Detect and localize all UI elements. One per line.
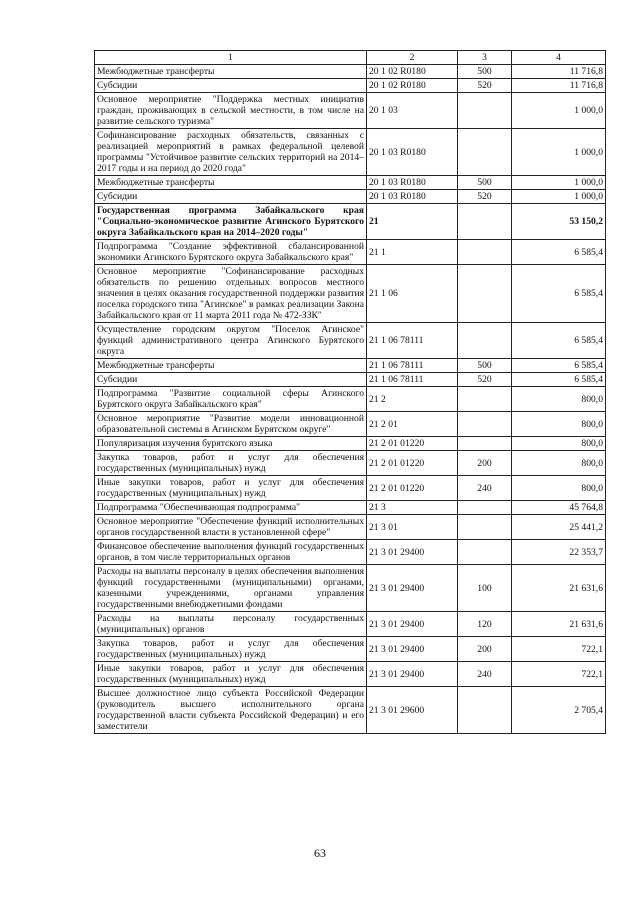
code-cell: 21 2 01 01220 [367,476,458,501]
amount-cell: 800,0 [512,437,606,451]
table-row [95,687,606,734]
name-cell: Закупка товаров, работ и услуг для обеспечения государственных (муниципальных) нужд [95,451,367,476]
name-cell: Субсидии [95,373,367,387]
amount-cell: 1 000,0 [512,176,606,190]
code-cell: 21 3 01 29400 [367,612,458,637]
name-cell: Государственная программа Забайкальского края "Социально-экономическое развитие Агинского Бурятского округа Забайкальского края на 2014–2020 годы" [95,204,367,240]
name-cell: Подпрограмма "Развитие социальной сферы Агинского Бурятского округа Забайкальского края" [95,387,367,412]
code-cell: 21 1 06 [367,265,458,323]
table-row [95,612,606,637]
type-cell: 120 [458,612,512,637]
table-row [95,515,606,540]
name-cell: Межбюджетные трансферты [95,176,367,190]
amount-cell: 1 000,0 [512,93,606,129]
code-cell: 21 2 01 01220 [367,437,458,451]
code-cell: 21 3 01 29400 [367,662,458,687]
type-cell [458,129,512,176]
name-cell: Высшее должностное лицо субъекта Российской Федерации (руководитель высшего исполнительного органа государственной власти субъекта Российской Федерации) и его заместители [95,687,367,734]
table-row [95,637,606,662]
type-cell: 240 [458,662,512,687]
type-cell [458,540,512,565]
amount-cell: 1 000,0 [512,129,606,176]
amount-cell: 6 585,4 [512,373,606,387]
code-cell: 21 3 01 [367,515,458,540]
table-row [95,176,606,190]
amount-cell: 11 716,8 [512,79,606,93]
column-header-4: 4 [512,51,606,65]
code-cell: 21 3 01 29400 [367,540,458,565]
name-cell: Софинансирование расходных обязательств, связанных с реализацией мероприятий в рамках федеральной целевой программы "Устойчивое развитие сельских территорий на 2014–2017 годы и на период до 2020 года" [95,129,367,176]
amount-cell: 11 716,8 [512,65,606,79]
name-cell: Межбюджетные трансферты [95,65,367,79]
name-cell: Субсидии [95,79,367,93]
table-row [95,265,606,323]
table-row [95,240,606,265]
type-cell: 100 [458,565,512,612]
amount-cell: 45 764,8 [512,501,606,515]
type-cell [458,265,512,323]
code-cell: 21 1 06 78111 [367,373,458,387]
type-cell: 500 [458,359,512,373]
name-cell: Подпрограмма "Создание эффективной сбалансированной экономики Агинского Бурятского округа Забайкальского края" [95,240,367,265]
amount-cell: 6 585,4 [512,265,606,323]
type-cell [458,501,512,515]
table-row [95,476,606,501]
code-cell: 20 1 03 R0180 [367,129,458,176]
type-cell [458,687,512,734]
name-cell: Расходы на выплаты персоналу в целях обеспечения выполнения функций государственными (муниципальными) органами, казенными учреждениями, органами управления государственными внебюджетными фондами [95,565,367,612]
table-row [95,204,606,240]
name-cell: Основное мероприятие "Поддержка местных инициатив граждан, проживающих в сельской местности, в том числе на развитие сельского туризма" [95,93,367,129]
amount-cell: 722,1 [512,637,606,662]
amount-cell: 25 441,2 [512,515,606,540]
table-row [95,540,606,565]
code-cell: 21 3 01 29400 [367,637,458,662]
table-row [95,323,606,359]
type-cell: 520 [458,190,512,204]
type-cell [458,515,512,540]
table-row [95,129,606,176]
amount-cell: 21 631,6 [512,565,606,612]
amount-cell: 800,0 [512,387,606,412]
table-row [95,501,606,515]
amount-cell: 21 631,6 [512,612,606,637]
amount-cell: 6 585,4 [512,359,606,373]
code-cell: 21 3 01 29600 [367,687,458,734]
code-cell: 20 1 03 R0180 [367,190,458,204]
type-cell [458,204,512,240]
table-body [95,65,606,734]
type-cell [458,323,512,359]
code-cell: 21 1 [367,240,458,265]
name-cell: Субсидии [95,190,367,204]
type-cell [458,387,512,412]
name-cell: Основное мероприятие "Софинансирование расходных обязательств по решению отдельных вопросов местного значения в целях оказания государственной поддержки развития поселка городского типа "Агинское" в рамках реализации Закона Забайкальского края от 11 марта 2011 года № 472-ЗЗК" [95,265,367,323]
table-row [95,565,606,612]
name-cell: Иные закупки товаров, работ и услуг для обеспечения государственных (муниципальных) нужд [95,662,367,687]
name-cell: Финансовое обеспечение выполнения функций государственных органов, в том числе территориальных органов [95,540,367,565]
table-row [95,79,606,93]
code-cell: 21 2 01 01220 [367,451,458,476]
amount-cell: 2 705,4 [512,687,606,734]
code-cell: 20 1 02 R0180 [367,79,458,93]
table-row [95,359,606,373]
code-cell: 21 1 06 78111 [367,323,458,359]
column-header-3: 3 [458,51,512,65]
code-cell: 20 1 03 [367,93,458,129]
type-cell [458,437,512,451]
amount-cell: 6 585,4 [512,323,606,359]
name-cell: Популяризация изучения бурятского языка [95,437,367,451]
table-row [95,387,606,412]
table-row [95,437,606,451]
column-header-2: 2 [367,51,458,65]
name-cell: Иные закупки товаров, работ и услуг для обеспечения государственных (муниципальных) нужд [95,476,367,501]
code-cell: 21 1 06 78111 [367,359,458,373]
type-cell: 200 [458,451,512,476]
amount-cell: 800,0 [512,476,606,501]
table-row [95,65,606,79]
type-cell [458,412,512,437]
code-cell: 21 2 [367,387,458,412]
table-row [95,451,606,476]
table-row [95,373,606,387]
amount-cell: 22 353,7 [512,540,606,565]
amount-cell: 6 585,4 [512,240,606,265]
name-cell: Подпрограмма "Обеспечивающая подпрограмма" [95,501,367,515]
code-cell: 21 [367,204,458,240]
type-cell: 500 [458,176,512,190]
code-cell: 21 2 01 [367,412,458,437]
page-number: 63 [314,846,326,860]
code-cell: 21 3 01 29400 [367,565,458,612]
type-cell [458,240,512,265]
code-cell: 20 1 02 R0180 [367,65,458,79]
type-cell: 200 [458,637,512,662]
name-cell: Основное мероприятие "Развитие модели инновационной образовательной системы в Агинском Бурятском округе" [95,412,367,437]
name-cell: Расходы на выплаты персоналу государственных (муниципальных) органов [95,612,367,637]
type-cell: 520 [458,79,512,93]
name-cell: Осуществление городским округом "Поселок Агинское" функций административного центра Агинского Бурятского округа [95,323,367,359]
amount-cell: 800,0 [512,412,606,437]
type-cell: 500 [458,65,512,79]
budget-table [94,50,606,734]
code-cell: 20 1 03 R0180 [367,176,458,190]
table-row [95,412,606,437]
table-row [95,190,606,204]
name-cell: Основное мероприятие "Обеспечение функций исполнительных органов государственной власти в установленной сфере" [95,515,367,540]
amount-cell: 800,0 [512,451,606,476]
amount-cell: 53 150,2 [512,204,606,240]
amount-cell: 722,1 [512,662,606,687]
header-row [95,51,606,65]
type-cell: 520 [458,373,512,387]
type-cell [458,93,512,129]
type-cell: 240 [458,476,512,501]
amount-cell: 1 000,0 [512,190,606,204]
code-cell: 21 3 [367,501,458,515]
name-cell: Межбюджетные трансферты [95,359,367,373]
name-cell: Закупка товаров, работ и услуг для обеспечения государственных (муниципальных) нужд [95,637,367,662]
table-row [95,662,606,687]
column-header-1: 1 [95,51,367,65]
table-row [95,93,606,129]
